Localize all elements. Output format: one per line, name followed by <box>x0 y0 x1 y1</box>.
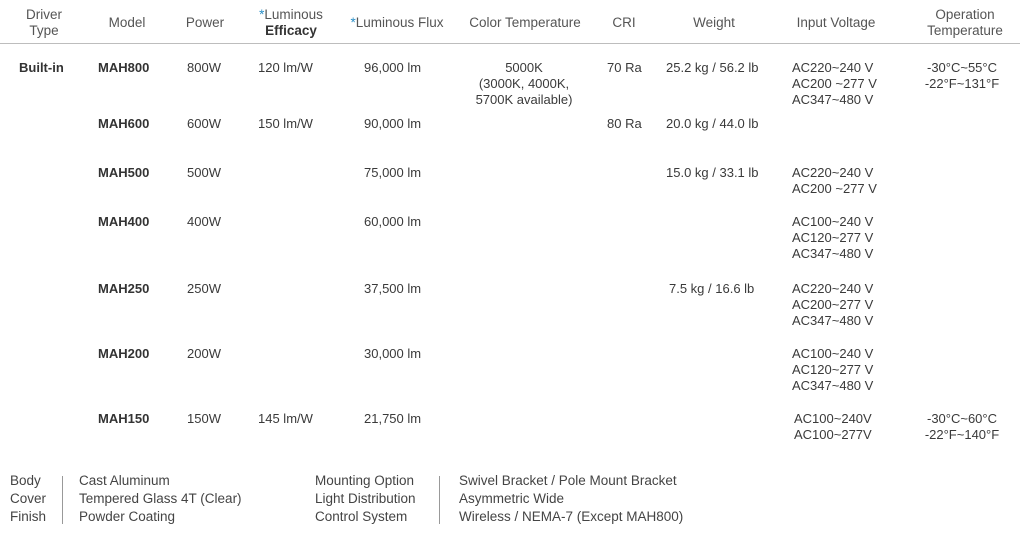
voltage-cell: AC100~240 V AC120~277 V AC347~480 V <box>792 214 874 261</box>
footer-right-labels: Mounting Option Light Distribution Control System <box>315 473 416 524</box>
power-cell: 200W <box>187 346 221 361</box>
header-weight: Weight <box>693 15 735 30</box>
op-temp-cell: -30°C~60°C -22°F~140°F <box>924 411 1000 442</box>
weight-cell: 15.0 kg / 33.1 lb <box>666 165 759 180</box>
model-cell: MAH800 <box>98 60 150 75</box>
flux-cell: 37,500 lm <box>364 281 422 296</box>
cri-cell: 70 Ra <box>607 60 642 75</box>
voltage-cell: AC220~240 V AC200~277 V AC347~480 V <box>792 281 874 328</box>
footer-divider <box>439 476 440 524</box>
model-cell: MAH250 <box>98 281 150 296</box>
header-power: Power <box>185 15 225 30</box>
efficacy-cell: 145 lm/W <box>258 411 313 426</box>
header-input-voltage: Input Voltage <box>796 15 876 30</box>
model-cell: MAH400 <box>98 214 150 229</box>
power-cell: 600W <box>187 116 221 131</box>
header-color-temperature: Color Temperature <box>469 15 581 30</box>
flux-cell: 30,000 lm <box>364 346 422 361</box>
voltage-cell: AC100~240 V AC120~277 V AC347~480 V <box>792 346 874 393</box>
header-cri: CRI <box>612 15 636 30</box>
weight-cell: 25.2 kg / 56.2 lb <box>666 60 759 75</box>
weight-cell: 20.0 kg / 44.0 lb <box>666 116 759 131</box>
weight-cell: 7.5 kg / 16.6 lb <box>669 281 755 296</box>
driver-type-value: Built-in <box>19 60 64 75</box>
model-cell: MAH600 <box>98 116 150 131</box>
flux-cell: 21,750 lm <box>364 411 422 426</box>
specs-footer <box>0 470 1020 530</box>
flux-cell: 96,000 lm <box>364 60 422 75</box>
footer-right-values: Swivel Bracket / Pole Mount Bracket Asymmetric Wide Wireless / NEMA-7 (Except MAH800) <box>459 473 684 524</box>
color-temp-cell: 5000K (3000K, 4000K, 5700K available) <box>475 60 573 107</box>
header-luminous-efficacy: *Luminous Efficacy <box>259 7 323 38</box>
power-cell: 150W <box>187 411 221 426</box>
footer-divider <box>62 476 63 524</box>
footer-left-labels: Body Cover Finish <box>10 473 47 524</box>
header-model: Model <box>108 15 146 30</box>
model-cell: MAH500 <box>98 165 150 180</box>
power-cell: 500W <box>187 165 221 180</box>
flux-cell: 90,000 lm <box>364 116 422 131</box>
op-temp-cell: -30°C~55°C -22°F~131°F <box>924 60 1000 91</box>
table-header <box>0 0 1020 44</box>
power-cell: 250W <box>187 281 221 296</box>
power-cell: 800W <box>187 60 221 75</box>
model-cell: MAH200 <box>98 346 150 361</box>
header-driver-type: Driver Type <box>26 7 62 38</box>
header-operation-temperature: Operation Temperature <box>927 7 1003 38</box>
efficacy-cell: 150 lm/W <box>258 116 313 131</box>
header-luminous-flux: *Luminous Flux <box>350 15 444 30</box>
voltage-cell: AC100~240V AC100~277V <box>794 411 872 442</box>
footer-left-values: Cast Aluminum Tempered Glass 4T (Clear) Powder Coating <box>79 473 242 524</box>
voltage-cell: AC220~240 V AC200 ~277 V AC347~480 V <box>792 60 877 107</box>
flux-cell: 60,000 lm <box>364 214 422 229</box>
cri-cell: 80 Ra <box>607 116 642 131</box>
flux-cell: 75,000 lm <box>364 165 422 180</box>
power-cell: 400W <box>187 214 221 229</box>
model-cell: MAH150 <box>98 411 150 426</box>
efficacy-cell: 120 lm/W <box>258 60 313 75</box>
voltage-cell: AC220~240 V AC200 ~277 V <box>792 165 877 196</box>
